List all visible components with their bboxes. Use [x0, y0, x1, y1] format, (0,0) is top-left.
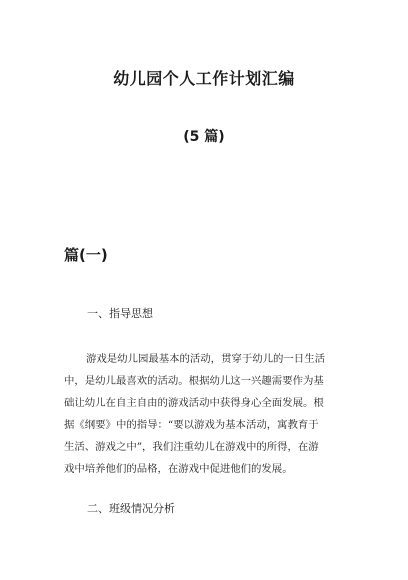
section-paragraph [64, 348, 354, 480]
paragraph-line: 生活、游戏之中”，我们注重幼儿在游戏中的所得，在游 [64, 441, 319, 453]
section-heading-guiding-ideology: 一、指导思想 [87, 307, 153, 320]
paragraph-line: 游戏是幼儿园最基本的活动，贯穿于幼儿的一日生活 [86, 353, 325, 365]
paragraph-line: 础让幼儿在自主自由的游戏活动中获得身心全面发展。根 [64, 397, 324, 409]
paragraph-line: 中，是幼儿最喜欢的活动。根据幼儿这一兴趣需要作为基 [64, 375, 324, 387]
paragraph-line: 戏中培养他们的品格，在游戏中促进他们的发展。 [64, 463, 293, 475]
part-heading: 篇(一) [64, 246, 108, 264]
paragraph-line: 据《纲要》中的指导：“要以游戏为基本活动，寓教育于 [64, 419, 319, 431]
document-title: 幼儿园个人工作计划汇编 [113, 69, 295, 88]
document-subtitle: (5 篇) [183, 129, 225, 145]
section-heading-class-analysis: 二、班级情况分析 [87, 502, 175, 515]
